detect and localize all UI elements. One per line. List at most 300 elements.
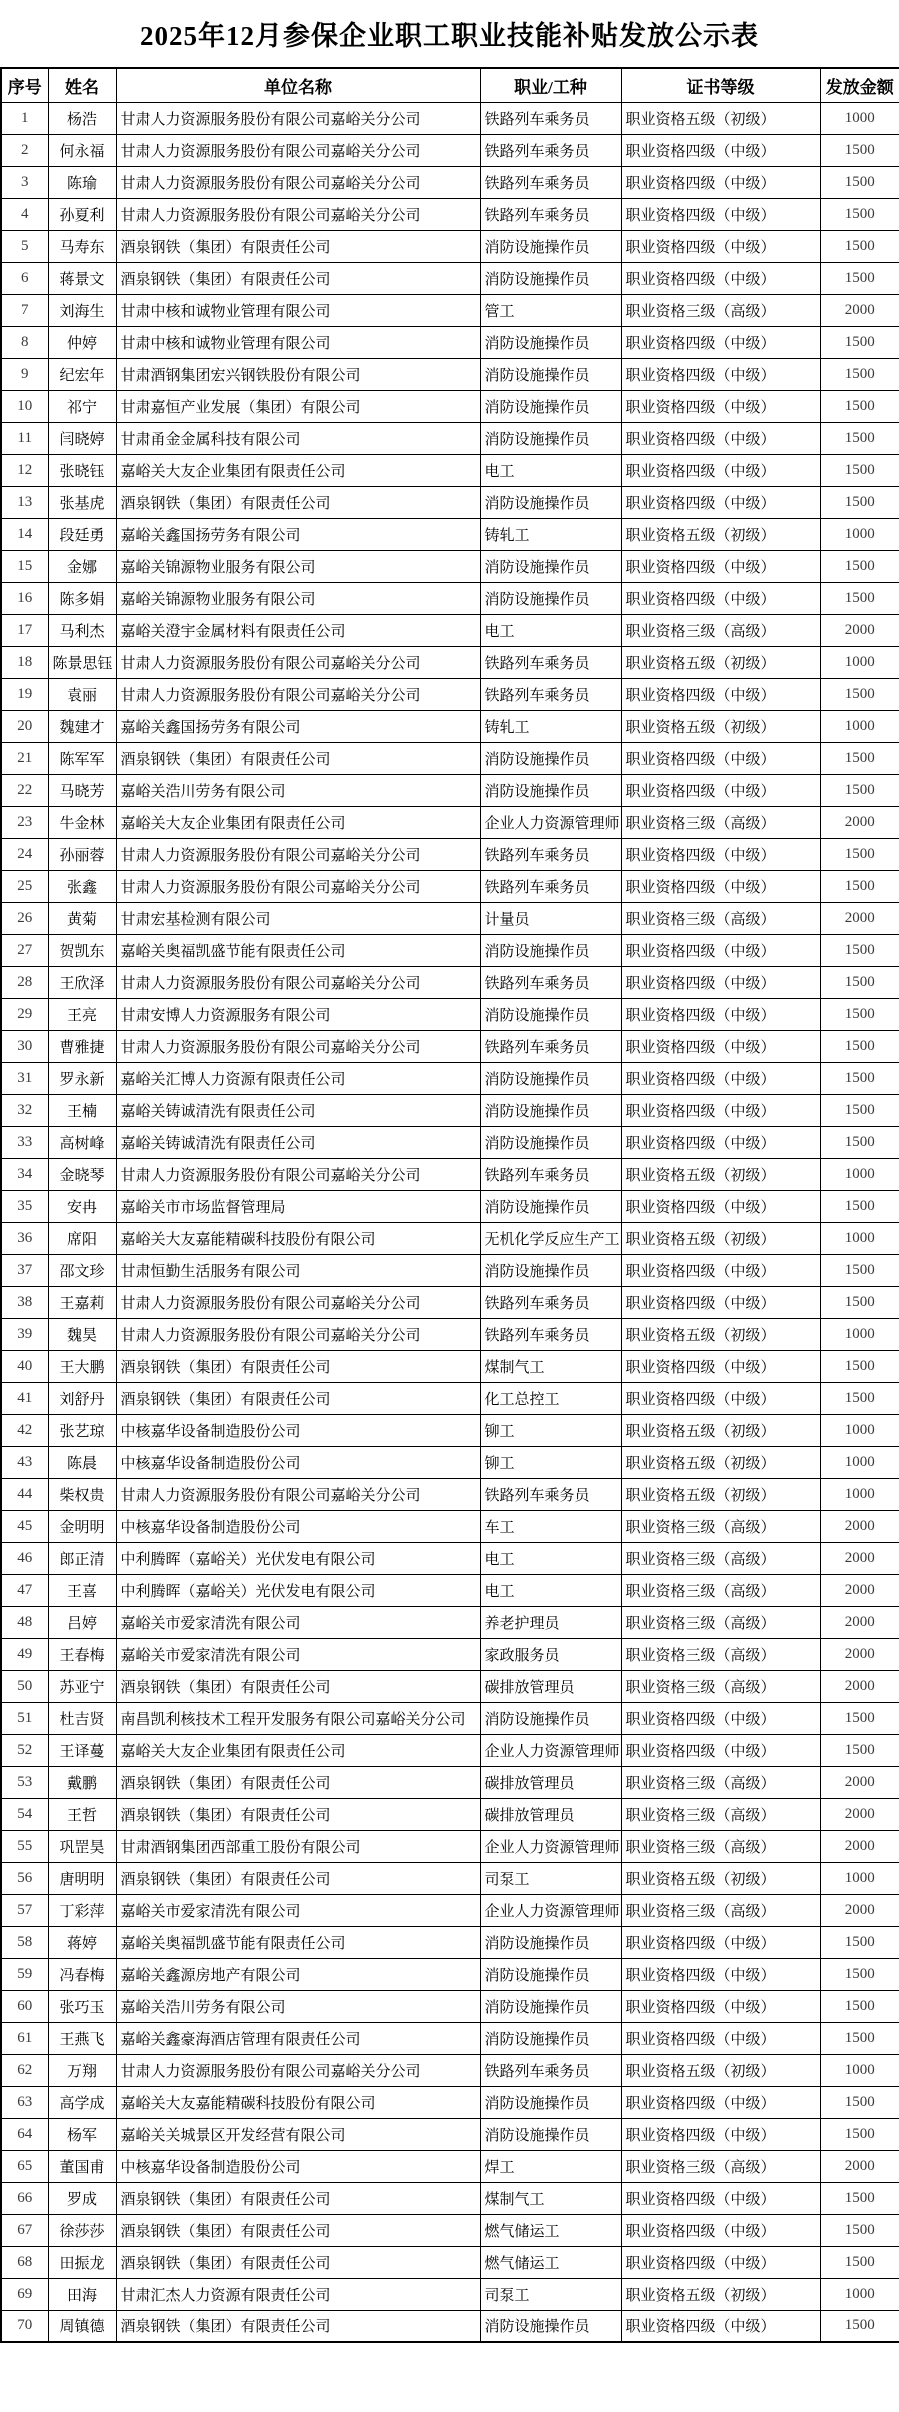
cell-name: 曹雅捷	[48, 1030, 116, 1062]
cell-job: 铁路列车乘务员	[480, 1158, 621, 1190]
cell-level: 职业资格四级（中级）	[621, 422, 820, 454]
cell-name: 陈晨	[48, 1446, 116, 1478]
cell-name: 郎正清	[48, 1542, 116, 1574]
cell-company: 酒泉钢铁（集团）有限责任公司	[116, 1350, 480, 1382]
cell-company: 酒泉钢铁（集团）有限责任公司	[116, 742, 480, 774]
cell-company: 嘉峪关市爱家清洗有限公司	[116, 1894, 480, 1926]
cell-company: 酒泉钢铁（集团）有限责任公司	[116, 1382, 480, 1414]
cell-company: 酒泉钢铁（集团）有限责任公司	[116, 2214, 480, 2246]
cell-job: 铸轧工	[480, 710, 621, 742]
cell-name: 刘舒丹	[48, 1382, 116, 1414]
cell-job: 铸轧工	[480, 518, 621, 550]
cell-company: 嘉峪关市市场监督管理局	[116, 1190, 480, 1222]
cell-name: 吕婷	[48, 1606, 116, 1638]
table-row	[1, 1190, 899, 1222]
cell-amount: 1000	[820, 1478, 899, 1510]
cell-amount: 1500	[820, 1030, 899, 1062]
cell-level: 职业资格四级（中级）	[621, 1126, 820, 1158]
col-header-amount: 发放金额	[820, 68, 899, 102]
table-header	[1, 68, 899, 102]
cell-amount: 2000	[820, 1894, 899, 1926]
cell-index: 45	[1, 1510, 48, 1542]
cell-level: 职业资格四级（中级）	[621, 486, 820, 518]
cell-name: 张艺琼	[48, 1414, 116, 1446]
cell-company: 嘉峪关浩川劳务有限公司	[116, 774, 480, 806]
cell-company: 甘肃人力资源服务股份有限公司嘉峪关分公司	[116, 838, 480, 870]
cell-name: 闫晓婷	[48, 422, 116, 454]
cell-name: 王嘉莉	[48, 1286, 116, 1318]
cell-amount: 1500	[820, 2246, 899, 2278]
cell-job: 家政服务员	[480, 1638, 621, 1670]
cell-amount: 1500	[820, 582, 899, 614]
cell-index: 54	[1, 1798, 48, 1830]
cell-name: 安冉	[48, 1190, 116, 1222]
table-row	[1, 1446, 899, 1478]
cell-job: 铆工	[480, 1414, 621, 1446]
cell-index: 61	[1, 2022, 48, 2054]
cell-company: 甘肃人力资源服务股份有限公司嘉峪关分公司	[116, 102, 480, 134]
cell-level: 职业资格四级（中级）	[621, 358, 820, 390]
cell-amount: 2000	[820, 1606, 899, 1638]
table-row	[1, 1478, 899, 1510]
cell-index: 68	[1, 2246, 48, 2278]
cell-name: 孙夏利	[48, 198, 116, 230]
cell-level: 职业资格三级（高级）	[621, 2150, 820, 2182]
table-row	[1, 422, 899, 454]
cell-company: 嘉峪关大友企业集团有限责任公司	[116, 1734, 480, 1766]
cell-index: 18	[1, 646, 48, 678]
cell-amount: 1500	[820, 230, 899, 262]
cell-company: 嘉峪关大友企业集团有限责任公司	[116, 454, 480, 486]
cell-level: 职业资格四级（中级）	[621, 678, 820, 710]
cell-job: 消防设施操作员	[480, 390, 621, 422]
cell-job: 消防设施操作员	[480, 358, 621, 390]
table-row	[1, 2150, 899, 2182]
cell-company: 甘肃人力资源服务股份有限公司嘉峪关分公司	[116, 2054, 480, 2086]
cell-index: 1	[1, 102, 48, 134]
cell-company: 酒泉钢铁（集团）有限责任公司	[116, 2246, 480, 2278]
cell-index: 25	[1, 870, 48, 902]
col-header-level: 证书等级	[621, 68, 820, 102]
cell-job: 消防设施操作员	[480, 326, 621, 358]
cell-level: 职业资格四级（中级）	[621, 2214, 820, 2246]
cell-index: 2	[1, 134, 48, 166]
cell-company: 甘肃甬金金属科技有限公司	[116, 422, 480, 454]
cell-company: 甘肃嘉恒产业发展（集团）有限公司	[116, 390, 480, 422]
cell-index: 29	[1, 998, 48, 1030]
cell-job: 碳排放管理员	[480, 1798, 621, 1830]
cell-level: 职业资格四级（中级）	[621, 2310, 820, 2342]
cell-job: 消防设施操作员	[480, 742, 621, 774]
cell-index: 62	[1, 2054, 48, 2086]
cell-level: 职业资格三级（高级）	[621, 1510, 820, 1542]
cell-job: 化工总控工	[480, 1382, 621, 1414]
table-row	[1, 1702, 899, 1734]
cell-level: 职业资格四级（中级）	[621, 1094, 820, 1126]
cell-level: 职业资格四级（中级）	[621, 774, 820, 806]
cell-company: 甘肃酒钢集团西部重工股份有限公司	[116, 1830, 480, 1862]
cell-name: 王燕飞	[48, 2022, 116, 2054]
cell-name: 唐明明	[48, 1862, 116, 1894]
cell-level: 职业资格五级（初级）	[621, 1318, 820, 1350]
cell-amount: 1000	[820, 102, 899, 134]
cell-index: 57	[1, 1894, 48, 1926]
cell-company: 甘肃酒钢集团宏兴钢铁股份有限公司	[116, 358, 480, 390]
cell-name: 王楠	[48, 1094, 116, 1126]
cell-level: 职业资格五级（初级）	[621, 2054, 820, 2086]
cell-name: 蒋景文	[48, 262, 116, 294]
cell-job: 铁路列车乘务员	[480, 102, 621, 134]
cell-job: 铁路列车乘务员	[480, 838, 621, 870]
cell-level: 职业资格四级（中级）	[621, 2022, 820, 2054]
cell-job: 碳排放管理员	[480, 1766, 621, 1798]
cell-company: 中核嘉华设备制造股份公司	[116, 1510, 480, 1542]
cell-job: 消防设施操作员	[480, 230, 621, 262]
cell-name: 张基虎	[48, 486, 116, 518]
cell-amount: 1500	[820, 1734, 899, 1766]
cell-amount: 1500	[820, 422, 899, 454]
cell-job: 焊工	[480, 2150, 621, 2182]
cell-name: 周镇德	[48, 2310, 116, 2342]
cell-job: 消防设施操作员	[480, 1958, 621, 1990]
table-row	[1, 198, 899, 230]
table-row	[1, 1286, 899, 1318]
table-row	[1, 1638, 899, 1670]
col-header-index: 序号	[1, 68, 48, 102]
cell-name: 孙丽蓉	[48, 838, 116, 870]
cell-company: 酒泉钢铁（集团）有限责任公司	[116, 1670, 480, 1702]
cell-amount: 1500	[820, 1990, 899, 2022]
cell-job: 养老护理员	[480, 1606, 621, 1638]
cell-amount: 1500	[820, 550, 899, 582]
cell-company: 甘肃人力资源服务股份有限公司嘉峪关分公司	[116, 198, 480, 230]
cell-index: 8	[1, 326, 48, 358]
cell-index: 14	[1, 518, 48, 550]
cell-amount: 2000	[820, 1542, 899, 1574]
table-row	[1, 742, 899, 774]
cell-level: 职业资格四级（中级）	[621, 550, 820, 582]
cell-name: 贺凯东	[48, 934, 116, 966]
cell-amount: 1500	[820, 1254, 899, 1286]
cell-index: 47	[1, 1574, 48, 1606]
cell-company: 甘肃人力资源服务股份有限公司嘉峪关分公司	[116, 134, 480, 166]
table-row	[1, 326, 899, 358]
cell-index: 49	[1, 1638, 48, 1670]
cell-amount: 2000	[820, 1830, 899, 1862]
cell-index: 17	[1, 614, 48, 646]
cell-job: 消防设施操作员	[480, 1254, 621, 1286]
cell-job: 消防设施操作员	[480, 774, 621, 806]
cell-job: 消防设施操作员	[480, 934, 621, 966]
table-row	[1, 2054, 899, 2086]
cell-company: 嘉峪关锦源物业服务有限公司	[116, 582, 480, 614]
cell-company: 中利腾晖（嘉峪关）光伏发电有限公司	[116, 1542, 480, 1574]
cell-level: 职业资格五级（初级）	[621, 518, 820, 550]
cell-company: 甘肃人力资源服务股份有限公司嘉峪关分公司	[116, 1286, 480, 1318]
table-row	[1, 518, 899, 550]
cell-name: 田海	[48, 2278, 116, 2310]
table-row	[1, 614, 899, 646]
cell-name: 张巧玉	[48, 1990, 116, 2022]
cell-name: 王春梅	[48, 1638, 116, 1670]
cell-level: 职业资格三级（高级）	[621, 1766, 820, 1798]
cell-index: 20	[1, 710, 48, 742]
cell-company: 嘉峪关铸诚清洗有限责任公司	[116, 1094, 480, 1126]
cell-job: 铁路列车乘务员	[480, 646, 621, 678]
cell-name: 金晓琴	[48, 1158, 116, 1190]
cell-index: 34	[1, 1158, 48, 1190]
table-row	[1, 1830, 899, 1862]
cell-company: 嘉峪关锦源物业服务有限公司	[116, 550, 480, 582]
cell-index: 12	[1, 454, 48, 486]
cell-name: 席阳	[48, 1222, 116, 1254]
cell-amount: 2000	[820, 902, 899, 934]
cell-name: 袁丽	[48, 678, 116, 710]
cell-index: 21	[1, 742, 48, 774]
cell-name: 陈景思钰	[48, 646, 116, 678]
cell-job: 消防设施操作员	[480, 2022, 621, 2054]
cell-level: 职业资格四级（中级）	[621, 1062, 820, 1094]
cell-index: 43	[1, 1446, 48, 1478]
table-row	[1, 806, 899, 838]
cell-level: 职业资格三级（高级）	[621, 1638, 820, 1670]
cell-amount: 1000	[820, 2054, 899, 2086]
cell-index: 22	[1, 774, 48, 806]
cell-job: 铁路列车乘务员	[480, 134, 621, 166]
cell-job: 电工	[480, 1542, 621, 1574]
cell-amount: 2000	[820, 1510, 899, 1542]
cell-name: 罗成	[48, 2182, 116, 2214]
cell-amount: 1500	[820, 2310, 899, 2342]
cell-company: 酒泉钢铁（集团）有限责任公司	[116, 230, 480, 262]
table-row	[1, 2022, 899, 2054]
cell-index: 50	[1, 1670, 48, 1702]
cell-company: 嘉峪关汇博人力资源有限责任公司	[116, 1062, 480, 1094]
cell-index: 36	[1, 1222, 48, 1254]
cell-amount: 2000	[820, 1638, 899, 1670]
table-row	[1, 710, 899, 742]
cell-level: 职业资格三级（高级）	[621, 294, 820, 326]
cell-name: 马利杰	[48, 614, 116, 646]
table-row	[1, 2246, 899, 2278]
table-row	[1, 230, 899, 262]
cell-company: 甘肃人力资源服务股份有限公司嘉峪关分公司	[116, 1030, 480, 1062]
cell-company: 甘肃人力资源服务股份有限公司嘉峪关分公司	[116, 678, 480, 710]
cell-name: 巩罡昊	[48, 1830, 116, 1862]
cell-job: 煤制气工	[480, 2182, 621, 2214]
cell-company: 甘肃人力资源服务股份有限公司嘉峪关分公司	[116, 966, 480, 998]
cell-name: 苏亚宁	[48, 1670, 116, 1702]
cell-level: 职业资格四级（中级）	[621, 326, 820, 358]
cell-amount: 1500	[820, 166, 899, 198]
cell-amount: 1500	[820, 1926, 899, 1958]
table-row	[1, 2118, 899, 2150]
cell-amount: 1000	[820, 1414, 899, 1446]
cell-level: 职业资格三级（高级）	[621, 614, 820, 646]
cell-index: 66	[1, 2182, 48, 2214]
table-header-row	[1, 68, 899, 102]
cell-company: 嘉峪关浩川劳务有限公司	[116, 1990, 480, 2022]
cell-level: 职业资格四级（中级）	[621, 1702, 820, 1734]
cell-company: 嘉峪关大友嘉能精碳科技股份有限公司	[116, 1222, 480, 1254]
cell-index: 4	[1, 198, 48, 230]
cell-amount: 1500	[820, 1286, 899, 1318]
col-header-job: 职业/工种	[480, 68, 621, 102]
cell-amount: 1500	[820, 358, 899, 390]
cell-amount: 1500	[820, 934, 899, 966]
cell-amount: 1500	[820, 774, 899, 806]
cell-job: 碳排放管理员	[480, 1670, 621, 1702]
cell-company: 酒泉钢铁（集团）有限责任公司	[116, 1798, 480, 1830]
cell-level: 职业资格三级（高级）	[621, 1830, 820, 1862]
cell-company: 酒泉钢铁（集团）有限责任公司	[116, 262, 480, 294]
table-row	[1, 294, 899, 326]
cell-level: 职业资格四级（中级）	[621, 1030, 820, 1062]
table-row	[1, 102, 899, 134]
cell-level: 职业资格五级（初级）	[621, 710, 820, 742]
cell-name: 张晓钰	[48, 454, 116, 486]
cell-index: 58	[1, 1926, 48, 1958]
cell-name: 马晓芳	[48, 774, 116, 806]
cell-job: 消防设施操作员	[480, 1190, 621, 1222]
cell-amount: 1500	[820, 486, 899, 518]
cell-amount: 1500	[820, 1126, 899, 1158]
cell-amount: 1500	[820, 1350, 899, 1382]
table-row	[1, 1734, 899, 1766]
cell-job: 消防设施操作员	[480, 1126, 621, 1158]
cell-amount: 2000	[820, 1574, 899, 1606]
cell-name: 杜吉贤	[48, 1702, 116, 1734]
table-row	[1, 1574, 899, 1606]
cell-level: 职业资格四级（中级）	[621, 1990, 820, 2022]
cell-job: 电工	[480, 454, 621, 486]
cell-job: 管工	[480, 294, 621, 326]
table-row	[1, 1542, 899, 1574]
cell-amount: 1000	[820, 646, 899, 678]
table-row	[1, 646, 899, 678]
cell-level: 职业资格五级（初级）	[621, 1414, 820, 1446]
cell-amount: 1500	[820, 1190, 899, 1222]
cell-name: 董国甫	[48, 2150, 116, 2182]
cell-name: 张鑫	[48, 870, 116, 902]
cell-company: 甘肃中核和诚物业管理有限公司	[116, 326, 480, 358]
cell-level: 职业资格四级（中级）	[621, 838, 820, 870]
cell-name: 何永福	[48, 134, 116, 166]
cell-index: 48	[1, 1606, 48, 1638]
cell-company: 酒泉钢铁（集团）有限责任公司	[116, 2310, 480, 2342]
cell-index: 24	[1, 838, 48, 870]
cell-job: 铁路列车乘务员	[480, 870, 621, 902]
table-row	[1, 454, 899, 486]
cell-level: 职业资格四级（中级）	[621, 934, 820, 966]
cell-name: 戴鹏	[48, 1766, 116, 1798]
cell-company: 嘉峪关市爱家清洗有限公司	[116, 1606, 480, 1638]
cell-company: 中核嘉华设备制造股份公司	[116, 1446, 480, 1478]
cell-level: 职业资格三级（高级）	[621, 806, 820, 838]
table-row	[1, 1990, 899, 2022]
cell-job: 消防设施操作员	[480, 998, 621, 1030]
cell-name: 徐莎莎	[48, 2214, 116, 2246]
cell-name: 高学成	[48, 2086, 116, 2118]
cell-job: 铁路列车乘务员	[480, 1318, 621, 1350]
cell-level: 职业资格五级（初级）	[621, 2278, 820, 2310]
cell-amount: 1000	[820, 1158, 899, 1190]
cell-amount: 1000	[820, 710, 899, 742]
cell-amount: 1500	[820, 2022, 899, 2054]
cell-index: 70	[1, 2310, 48, 2342]
cell-name: 柴权贵	[48, 1478, 116, 1510]
cell-index: 23	[1, 806, 48, 838]
cell-company: 甘肃人力资源服务股份有限公司嘉峪关分公司	[116, 646, 480, 678]
cell-level: 职业资格四级（中级）	[621, 198, 820, 230]
cell-job: 计量员	[480, 902, 621, 934]
cell-amount: 1500	[820, 870, 899, 902]
cell-level: 职业资格四级（中级）	[621, 870, 820, 902]
table-row	[1, 1382, 899, 1414]
cell-job: 消防设施操作员	[480, 1062, 621, 1094]
cell-amount: 2000	[820, 1798, 899, 1830]
cell-amount: 1500	[820, 2086, 899, 2118]
cell-name: 陈瑜	[48, 166, 116, 198]
cell-index: 56	[1, 1862, 48, 1894]
cell-level: 职业资格四级（中级）	[621, 2182, 820, 2214]
cell-index: 39	[1, 1318, 48, 1350]
cell-amount: 1500	[820, 742, 899, 774]
table-row	[1, 1414, 899, 1446]
page-title: 2025年12月参保企业职工职业技能补贴发放公示表	[140, 21, 759, 51]
cell-index: 31	[1, 1062, 48, 1094]
cell-index: 60	[1, 1990, 48, 2022]
cell-company: 甘肃人力资源服务股份有限公司嘉峪关分公司	[116, 1478, 480, 1510]
cell-level: 职业资格四级（中级）	[621, 966, 820, 998]
cell-level: 职业资格三级（高级）	[621, 1798, 820, 1830]
cell-index: 26	[1, 902, 48, 934]
cell-level: 职业资格四级（中级）	[621, 1958, 820, 1990]
cell-name: 祁宁	[48, 390, 116, 422]
cell-level: 职业资格五级（初级）	[621, 1158, 820, 1190]
cell-level: 职业资格四级（中级）	[621, 134, 820, 166]
cell-index: 32	[1, 1094, 48, 1126]
cell-job: 铁路列车乘务员	[480, 2054, 621, 2086]
table-row	[1, 902, 899, 934]
cell-job: 企业人力资源管理师	[480, 1894, 621, 1926]
cell-job: 铁路列车乘务员	[480, 166, 621, 198]
cell-amount: 1500	[820, 678, 899, 710]
cell-amount: 2000	[820, 294, 899, 326]
cell-name: 杨军	[48, 2118, 116, 2150]
cell-company: 嘉峪关澄宇金属材料有限责任公司	[116, 614, 480, 646]
table-row	[1, 134, 899, 166]
cell-level: 职业资格四级（中级）	[621, 1286, 820, 1318]
cell-company: 嘉峪关鑫国扬劳务有限公司	[116, 710, 480, 742]
cell-job: 消防设施操作员	[480, 582, 621, 614]
cell-index: 35	[1, 1190, 48, 1222]
cell-amount: 1500	[820, 1382, 899, 1414]
cell-company: 嘉峪关鑫豪海酒店管理有限责任公司	[116, 2022, 480, 2054]
table-row	[1, 1670, 899, 1702]
cell-level: 职业资格四级（中级）	[621, 2246, 820, 2278]
cell-company: 嘉峪关大友嘉能精碳科技股份有限公司	[116, 2086, 480, 2118]
cell-index: 52	[1, 1734, 48, 1766]
cell-job: 消防设施操作员	[480, 2118, 621, 2150]
cell-name: 刘海生	[48, 294, 116, 326]
cell-amount: 1000	[820, 1862, 899, 1894]
cell-amount: 2000	[820, 1670, 899, 1702]
cell-amount: 1500	[820, 998, 899, 1030]
cell-job: 消防设施操作员	[480, 262, 621, 294]
cell-index: 28	[1, 966, 48, 998]
cell-amount: 1500	[820, 1094, 899, 1126]
